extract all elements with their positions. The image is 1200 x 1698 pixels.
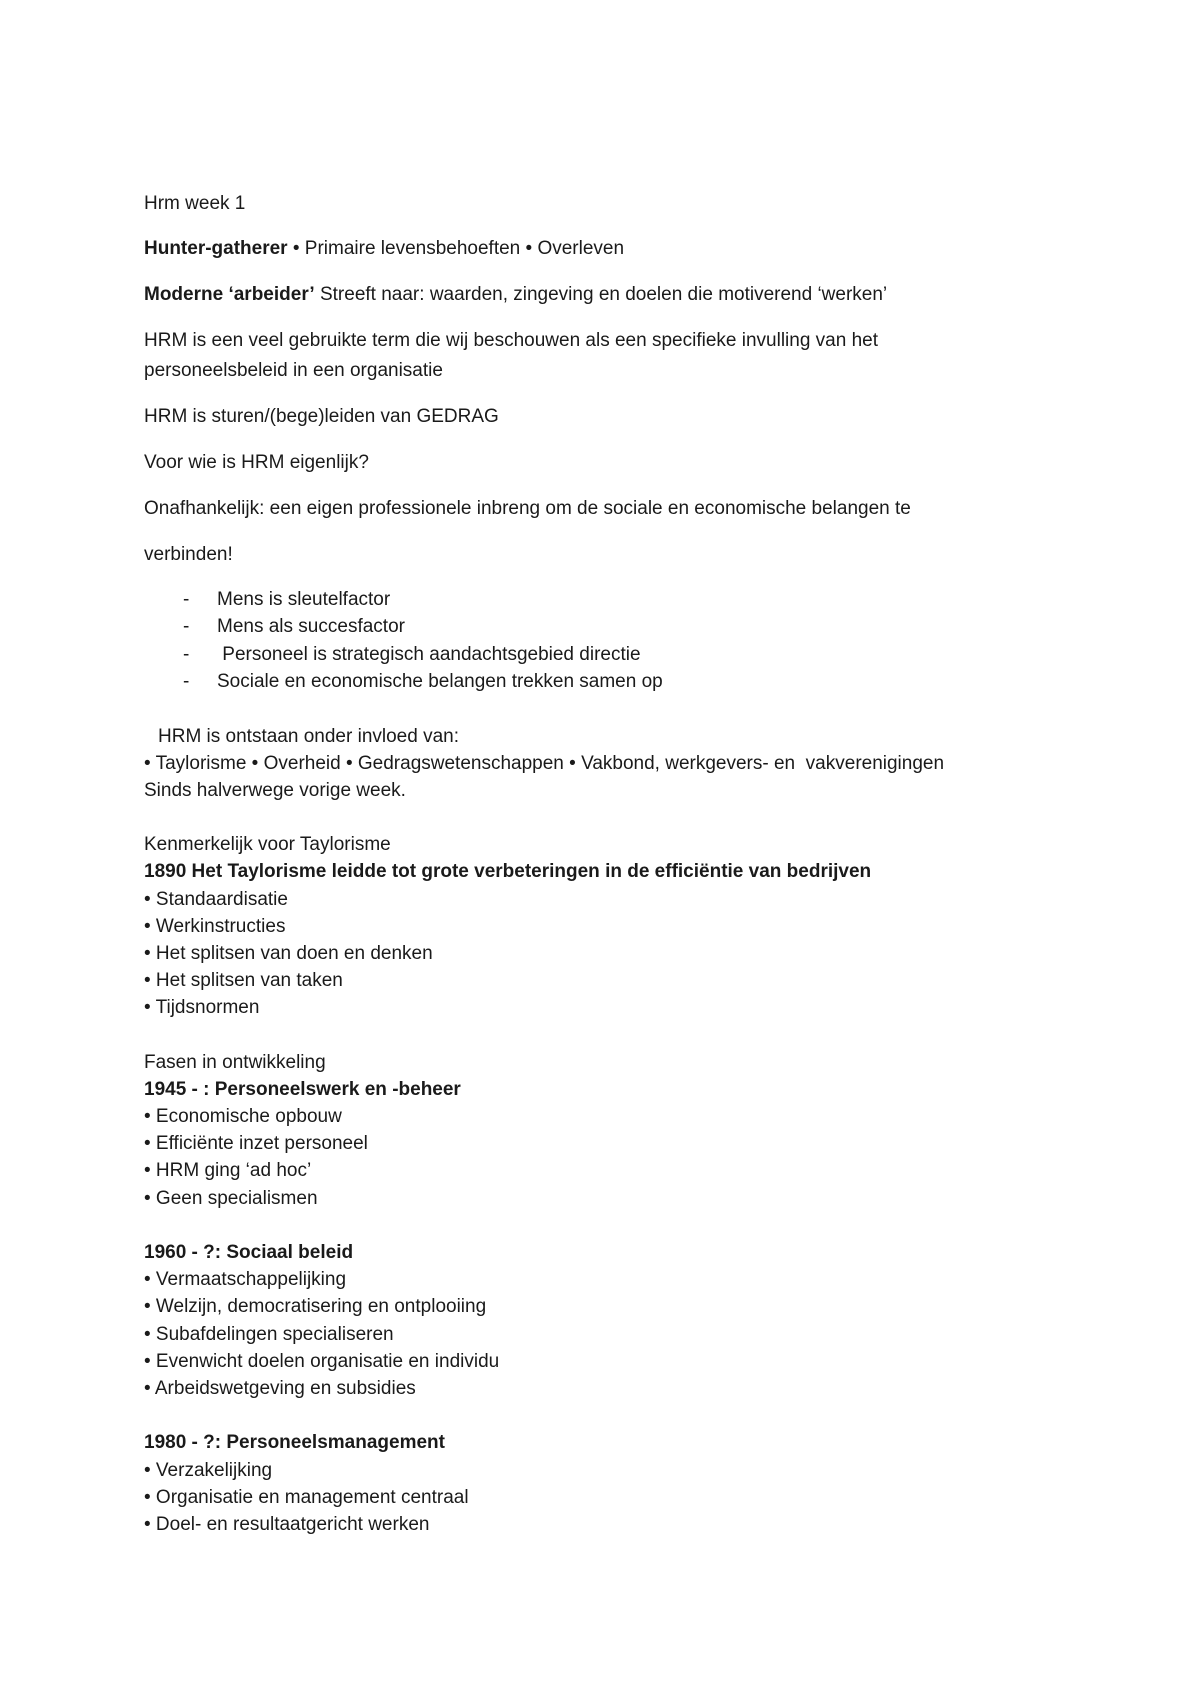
list-item: • Werkinstructies	[144, 916, 286, 937]
onafhankelijk-line-2: verbinden!	[144, 544, 233, 565]
list-item: • Evenwicht doelen organisatie en individu	[144, 1351, 500, 1372]
moderne-arbeider-line	[144, 283, 887, 307]
list-item: • Welzijn, democratisering en ontplooiing	[144, 1296, 487, 1317]
list-item: • Economische opbouw	[144, 1106, 342, 1127]
onafhankelijk-line-1: Onafhankelijk: een eigen professionele inbreng om de sociale en economische belangen te	[144, 498, 911, 519]
dash-bullet: -	[183, 616, 190, 637]
dash-bullet: -	[183, 671, 190, 692]
moderne-arbeider-term: Moderne ‘arbeider’	[144, 284, 315, 305]
document-title: Hrm week 1	[144, 193, 246, 214]
list-item-text: Personeel is strategisch aandachtsgebied directie	[217, 644, 641, 665]
hunter-gatherer-text: • Primaire levensbehoeften • Overleven	[287, 238, 625, 259]
list-item: • Doel- en resultaatgericht werken	[144, 1514, 430, 1535]
list-item: • Organisatie en management centraal	[144, 1487, 469, 1508]
hunter-gatherer-line	[144, 237, 624, 261]
dash-bullet: -	[183, 589, 190, 610]
phase-1960-heading: 1960 - ?: Sociaal beleid	[144, 1242, 354, 1263]
list-item: • Het splitsen van taken	[144, 970, 343, 991]
dash-bullet: -	[183, 644, 190, 665]
fasen-intro: Fasen in ontwikkeling	[144, 1052, 326, 1073]
invloed-since: Sinds halverwege vorige week.	[144, 780, 406, 801]
list-item-text: Mens is sleutelfactor	[217, 589, 391, 610]
list-item: • Verzakelijking	[144, 1460, 273, 1481]
list-item: • Arbeidswetgeving en subsidies	[144, 1378, 416, 1399]
invloed-heading: HRM is ontstaan onder invloed van:	[158, 726, 459, 747]
list-item: • HRM ging ‘ad hoc’	[144, 1160, 312, 1181]
phase-1945-heading: 1945 - : Personeelswerk en -beheer	[144, 1079, 461, 1100]
list-item: • Standaardisatie	[144, 889, 288, 910]
taylor-intro: Kenmerkelijk voor Taylorisme	[144, 834, 391, 855]
list-item: • Subafdelingen specialiseren	[144, 1324, 394, 1345]
hrm-gedrag-line: HRM is sturen/(bege)leiden van GEDRAG	[144, 406, 499, 427]
hrm-definition-line-1: HRM is een veel gebruikte term die wij beschouwen als een specifieke invulling van het	[144, 330, 878, 351]
taylor-heading: 1890 Het Taylorisme leidde tot grote verbeteringen in de efficiëntie van bedrijven	[144, 861, 872, 882]
list-item: • Geen specialismen	[144, 1188, 318, 1209]
list-item-text: Mens als succesfactor	[217, 616, 405, 637]
list-item: • Vermaatschappelijking	[144, 1269, 347, 1290]
phase-1980-heading: 1980 - ?: Personeelsmanagement	[144, 1432, 445, 1453]
voor-wie-line: Voor wie is HRM eigenlijk?	[144, 452, 369, 473]
hrm-definition-line-2: personeelsbeleid in een organisatie	[144, 360, 443, 381]
list-item: • Tijdsnormen	[144, 997, 260, 1018]
list-item: • Efficiënte inzet personeel	[144, 1133, 368, 1154]
hunter-gatherer-term: Hunter-gatherer	[144, 238, 288, 259]
list-item: • Het splitsen van doen en denken	[144, 943, 433, 964]
invloed-list: • Taylorisme • Overheid • Gedragswetenschappen • Vakbond, werkgevers- en vakverenigingen	[144, 753, 945, 774]
moderne-arbeider-text: Streeft naar: waarden, zingeving en doelen die motiverend ‘werken’	[314, 284, 888, 305]
list-item-text: Sociale en economische belangen trekken samen op	[217, 671, 663, 692]
